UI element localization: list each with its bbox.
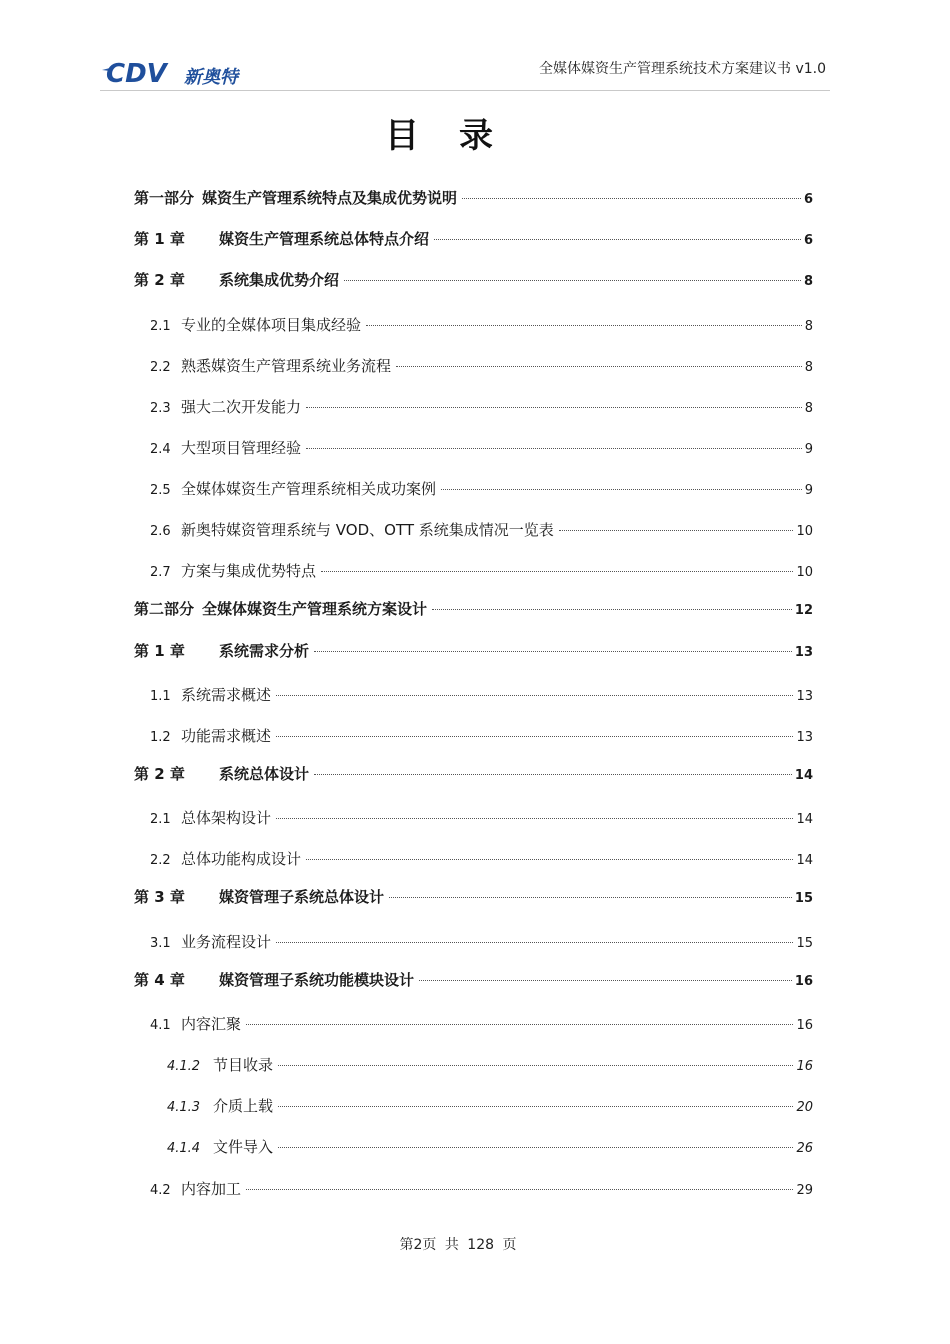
toc-entry-page-number: 13 bbox=[796, 689, 813, 704]
toc-entry-label: 大型项目管理经验 bbox=[181, 439, 302, 457]
toc-dot-leader bbox=[276, 942, 793, 943]
toc-entry-label: 熟悉媒资生产管理系统业务流程 bbox=[181, 357, 392, 375]
toc-entry-page-number: 26 bbox=[796, 1141, 813, 1156]
toc-entry-number: 第 3 章 bbox=[134, 888, 185, 906]
toc-entry-page-number: 16 bbox=[796, 1018, 813, 1033]
toc-entry-number: 4.2 bbox=[150, 1183, 171, 1198]
toc-entry-page-number: 13 bbox=[796, 730, 813, 745]
toc-entry-label: 媒资管理子系统总体设计 bbox=[219, 888, 385, 906]
toc-entry[interactable] bbox=[150, 1179, 813, 1201]
toc-dot-leader bbox=[396, 366, 802, 367]
toc-dot-leader bbox=[419, 980, 792, 981]
toc-dot-leader bbox=[246, 1189, 793, 1190]
toc-entry-label: 系统需求概述 bbox=[181, 686, 272, 704]
toc-entry-label: 总体架构设计 bbox=[181, 809, 272, 827]
page-footer: 第2页 共 128 页 bbox=[399, 1237, 517, 1253]
toc-entry-number: 第 2 章 bbox=[134, 271, 185, 289]
logo-cn-text: 新奥特 bbox=[184, 67, 238, 88]
toc-entry-label: 内容加工 bbox=[181, 1180, 242, 1198]
toc-entry-number: 第 1 章 bbox=[134, 230, 185, 248]
toc-entry[interactable] bbox=[134, 970, 813, 992]
toc-entry-page-number: 14 bbox=[794, 768, 813, 783]
toc-entry-page-number: 15 bbox=[796, 936, 813, 951]
toc-entry-label: 文件导入 bbox=[213, 1138, 274, 1156]
toc-entry-number: 2.6 bbox=[150, 524, 171, 539]
toc-entry-number: 2.7 bbox=[150, 565, 171, 580]
toc-entry[interactable] bbox=[167, 1055, 813, 1077]
toc-dot-leader bbox=[434, 239, 801, 240]
toc-dot-leader bbox=[278, 1147, 793, 1148]
toc-entry-page-number: 9 bbox=[804, 442, 813, 457]
toc-dot-leader bbox=[278, 1065, 793, 1066]
toc-entry-page-number: 16 bbox=[796, 1059, 813, 1074]
toc-dot-leader bbox=[462, 198, 801, 199]
toc-dot-leader bbox=[306, 859, 793, 860]
toc-entry[interactable] bbox=[150, 726, 813, 748]
toc-entry-page-number: 6 bbox=[803, 233, 813, 248]
toc-entry-page-number: 14 bbox=[796, 853, 813, 868]
toc-entry-label: 全媒体媒资生产管理系统方案设计 bbox=[202, 600, 428, 618]
toc-dot-leader bbox=[314, 651, 792, 652]
toc-entry-number: 2.2 bbox=[150, 853, 171, 868]
toc-entry-label: 方案与集成优势特点 bbox=[181, 562, 317, 580]
toc-entry-page-number: 15 bbox=[794, 891, 813, 906]
toc-entry-label: 介质上载 bbox=[213, 1097, 274, 1115]
toc-entry-number: 2.1 bbox=[150, 812, 171, 827]
toc-dot-leader bbox=[246, 1024, 793, 1025]
toc-entry-label: 新奥特媒资管理系统与 VOD、OTT 系统集成情况一览表 bbox=[181, 521, 554, 539]
toc-entry[interactable] bbox=[150, 520, 813, 542]
toc-entry-label: 全媒体媒资生产管理系统相关成功案例 bbox=[181, 480, 437, 498]
toc-entry-label: 节目收录 bbox=[213, 1056, 274, 1074]
toc-dot-leader bbox=[276, 695, 793, 696]
toc-dot-leader bbox=[366, 325, 802, 326]
toc-dot-leader bbox=[306, 407, 802, 408]
toc-entry-page-number: 10 bbox=[796, 524, 813, 539]
toc-entry-page-number: 8 bbox=[804, 360, 813, 375]
document-header-title: 全媒体媒资生产管理系统技术方案建议书 v1.0 bbox=[539, 61, 826, 77]
toc-dot-leader bbox=[314, 774, 792, 775]
toc-entry-label: 媒资生产管理系统总体特点介绍 bbox=[219, 230, 430, 248]
toc-dot-leader bbox=[344, 280, 801, 281]
toc-entry-page-number: 14 bbox=[796, 812, 813, 827]
toc-dot-leader bbox=[276, 736, 793, 737]
toc-entry[interactable] bbox=[134, 599, 813, 621]
toc-entry-number: 第二部分 bbox=[134, 600, 195, 618]
toc-entry-page-number: 9 bbox=[804, 483, 813, 498]
toc-entry-number: 2.4 bbox=[150, 442, 171, 457]
toc-entry[interactable] bbox=[134, 641, 813, 663]
toc-entry-label: 系统总体设计 bbox=[219, 765, 310, 783]
toc-entry-page-number: 8 bbox=[804, 319, 813, 334]
logo-text: CDV bbox=[106, 59, 167, 89]
toc-dot-leader bbox=[441, 489, 802, 490]
toc-entry-label: 媒资管理子系统功能模块设计 bbox=[219, 971, 415, 989]
toc-entry[interactable] bbox=[134, 229, 813, 251]
toc-entry-page-number: 13 bbox=[794, 645, 813, 660]
toc-dot-leader bbox=[321, 571, 793, 572]
toc-entry[interactable] bbox=[150, 1014, 813, 1036]
toc-dot-leader bbox=[306, 448, 802, 449]
toc-entry-number: 2.3 bbox=[150, 401, 171, 416]
toc-entry[interactable] bbox=[150, 315, 813, 337]
toc-entry-label: 专业的全媒体项目集成经验 bbox=[181, 316, 362, 334]
toc-entry[interactable] bbox=[150, 438, 813, 460]
toc-entry[interactable] bbox=[134, 764, 813, 786]
toc-entry-number: 4.1.3 bbox=[167, 1100, 201, 1115]
toc-entry-number: 1.2 bbox=[150, 730, 171, 745]
toc-entry-page-number: 16 bbox=[794, 974, 813, 989]
toc-entry[interactable] bbox=[150, 685, 813, 707]
toc-entry[interactable] bbox=[150, 808, 813, 830]
toc-entry-number: 4.1.4 bbox=[167, 1141, 201, 1156]
toc-entry-page-number: 10 bbox=[796, 565, 813, 580]
toc-entry[interactable] bbox=[134, 887, 813, 909]
toc-entry-page-number: 12 bbox=[794, 603, 813, 618]
toc-entry[interactable] bbox=[167, 1137, 813, 1159]
toc-dot-leader bbox=[276, 818, 793, 819]
toc-entry-number: 1.1 bbox=[150, 689, 171, 704]
toc-entry-number: 4.1.2 bbox=[167, 1059, 201, 1074]
toc-entry-page-number: 8 bbox=[803, 274, 813, 289]
toc-entry[interactable] bbox=[134, 188, 813, 210]
toc-entry[interactable] bbox=[150, 356, 813, 378]
toc-entry-label: 总体功能构成设计 bbox=[181, 850, 302, 868]
toc-entry[interactable] bbox=[150, 849, 813, 871]
toc-entry-label: 系统集成优势介绍 bbox=[219, 271, 340, 289]
toc-entry-page-number: 8 bbox=[804, 401, 813, 416]
toc-entry-page-number: 6 bbox=[803, 192, 813, 207]
toc-entry-number: 2.2 bbox=[150, 360, 171, 375]
toc-entry-number: 第一部分 bbox=[134, 189, 195, 207]
toc-entry-label: 系统需求分析 bbox=[219, 642, 310, 660]
toc-entry-page-number: 29 bbox=[796, 1183, 813, 1198]
toc-entry[interactable] bbox=[150, 479, 813, 501]
toc-entry-number: 4.1 bbox=[150, 1018, 171, 1033]
toc-entry[interactable] bbox=[167, 1096, 813, 1118]
toc-entry-number: 第 1 章 bbox=[134, 642, 185, 660]
toc-entry[interactable] bbox=[134, 270, 813, 292]
toc-entry-number: 第 2 章 bbox=[134, 765, 185, 783]
toc-entry[interactable] bbox=[150, 397, 813, 419]
toc-dot-leader bbox=[432, 609, 792, 610]
toc-title: 目录 bbox=[385, 116, 533, 156]
toc-entry-number: 第 4 章 bbox=[134, 971, 185, 989]
toc-entry-label: 功能需求概述 bbox=[181, 727, 272, 745]
toc-entry-number: 2.5 bbox=[150, 483, 171, 498]
toc-entry-label: 内容汇聚 bbox=[181, 1015, 242, 1033]
toc-entry-number: 3.1 bbox=[150, 936, 171, 951]
toc-entry-label: 媒资生产管理系统特点及集成优势说明 bbox=[202, 189, 458, 207]
toc-entry[interactable] bbox=[150, 932, 813, 954]
toc-entry-label: 业务流程设计 bbox=[181, 933, 272, 951]
toc-entry-number: 2.1 bbox=[150, 319, 171, 334]
toc-dot-leader bbox=[389, 897, 792, 898]
toc-dot-leader bbox=[278, 1106, 793, 1107]
toc-entry-page-number: 20 bbox=[796, 1100, 813, 1115]
toc-entry-label: 强大二次开发能力 bbox=[181, 398, 302, 416]
toc-dot-leader bbox=[559, 530, 794, 531]
toc-entry[interactable] bbox=[150, 561, 813, 583]
